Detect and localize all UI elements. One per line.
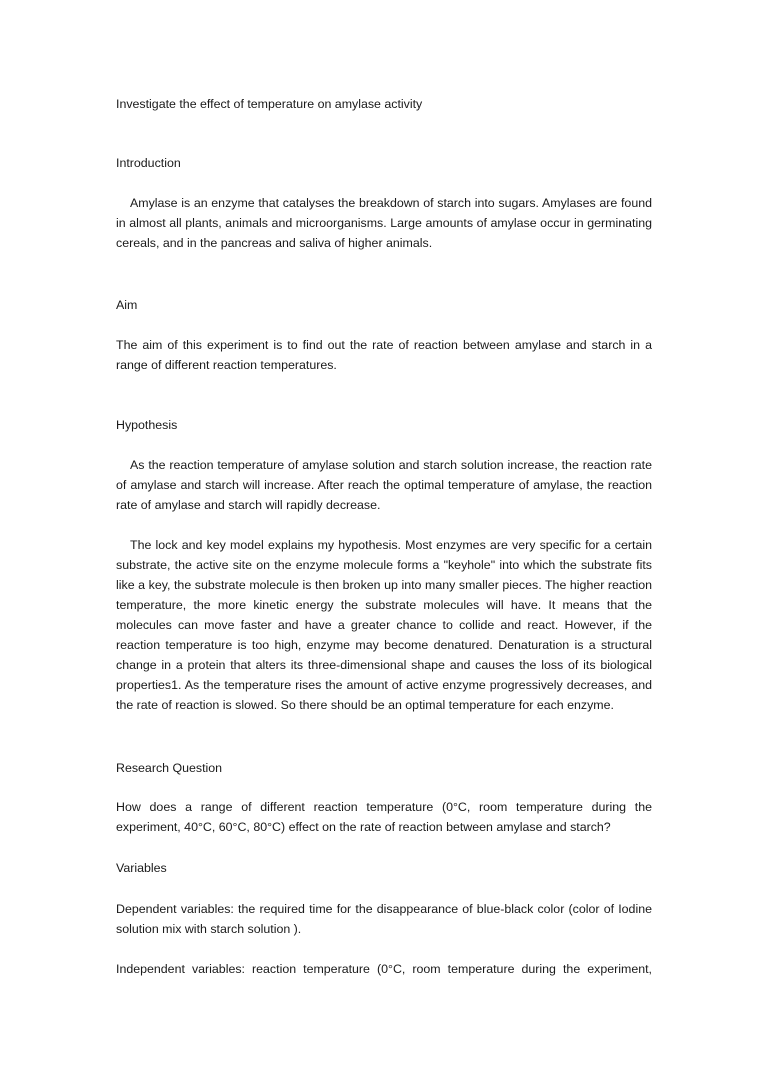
dependent-variable-line: Dependent variables: the required time for the disappearance of blue-black color (color of Iodine [116,902,652,916]
hypothesis-line: of amylase and starch will increase. After reach the optimal temperature of amylase, the reaction [116,478,652,492]
research-question-line: experiment, 40°C, 60°C, 80°C) effect on the rate of reaction between amylase and starch? [116,820,611,834]
hypothesis-line: rate of amylase and starch will rapidly decrease. [116,498,381,512]
hypothesis-line: The lock and key model explains my hypothesis. Most enzymes are very specific for a certain [130,538,652,552]
research-question-heading: Research Question [116,761,223,775]
introduction-line: Amylase is an enzyme that catalyses the breakdown of starch into sugars. Amylases are found [130,196,652,210]
introduction-line: cereals, and in the pancreas and saliva of higher animals. [116,236,433,250]
document-title: Investigate the effect of temperature on amylase activity [116,97,423,111]
hypothesis-heading: Hypothesis [116,418,178,432]
hypothesis-line: substrate, the active site on the enzyme molecule forms a "keyhole" into which the substrate fits [116,558,652,572]
hypothesis-line: the rate of reaction is slowed. So there should be an optimal temperature for each enzyme. [116,698,614,712]
hypothesis-line: properties1. As the temperature rises the amount of active enzyme progressively decreases, and [116,678,652,692]
variables-heading: Variables [116,861,167,875]
independent-variable-line: Independent variables: reaction temperature (0°C, room temperature during the experiment, [116,962,652,976]
hypothesis-line: temperature, the more kinetic energy the substrate molecules will have. It means that the [116,598,652,612]
hypothesis-line: change in a protein that alters its three-dimensional shape and causes the loss of its biological [116,658,652,672]
aim-line: range of different reaction temperatures. [116,358,337,372]
aim-line: The aim of this experiment is to find out the rate of reaction between amylase and starch in a [116,338,652,352]
research-question-line: How does a range of different reaction temperature (0°C, room temperature during the [116,800,652,814]
introduction-line: in almost all plants, animals and microorganisms. Large amounts of amylase occur in germinating [116,216,652,230]
hypothesis-line: like a key, the substrate molecule is then broken up into many smaller pieces. The higher reaction [116,578,652,592]
dependent-variable-line: solution mix with starch solution ). [116,922,302,936]
hypothesis-line: As the reaction temperature of amylase solution and starch solution increase, the reaction rate [130,458,652,472]
aim-heading: Aim [116,298,138,312]
hypothesis-line: molecules can move faster and have a greater chance to collide and react. However, if the [116,618,652,632]
hypothesis-line: reaction temperature is too high, enzyme may become denatured. Denaturation is a structural [116,638,652,652]
introduction-heading: Introduction [116,156,181,170]
